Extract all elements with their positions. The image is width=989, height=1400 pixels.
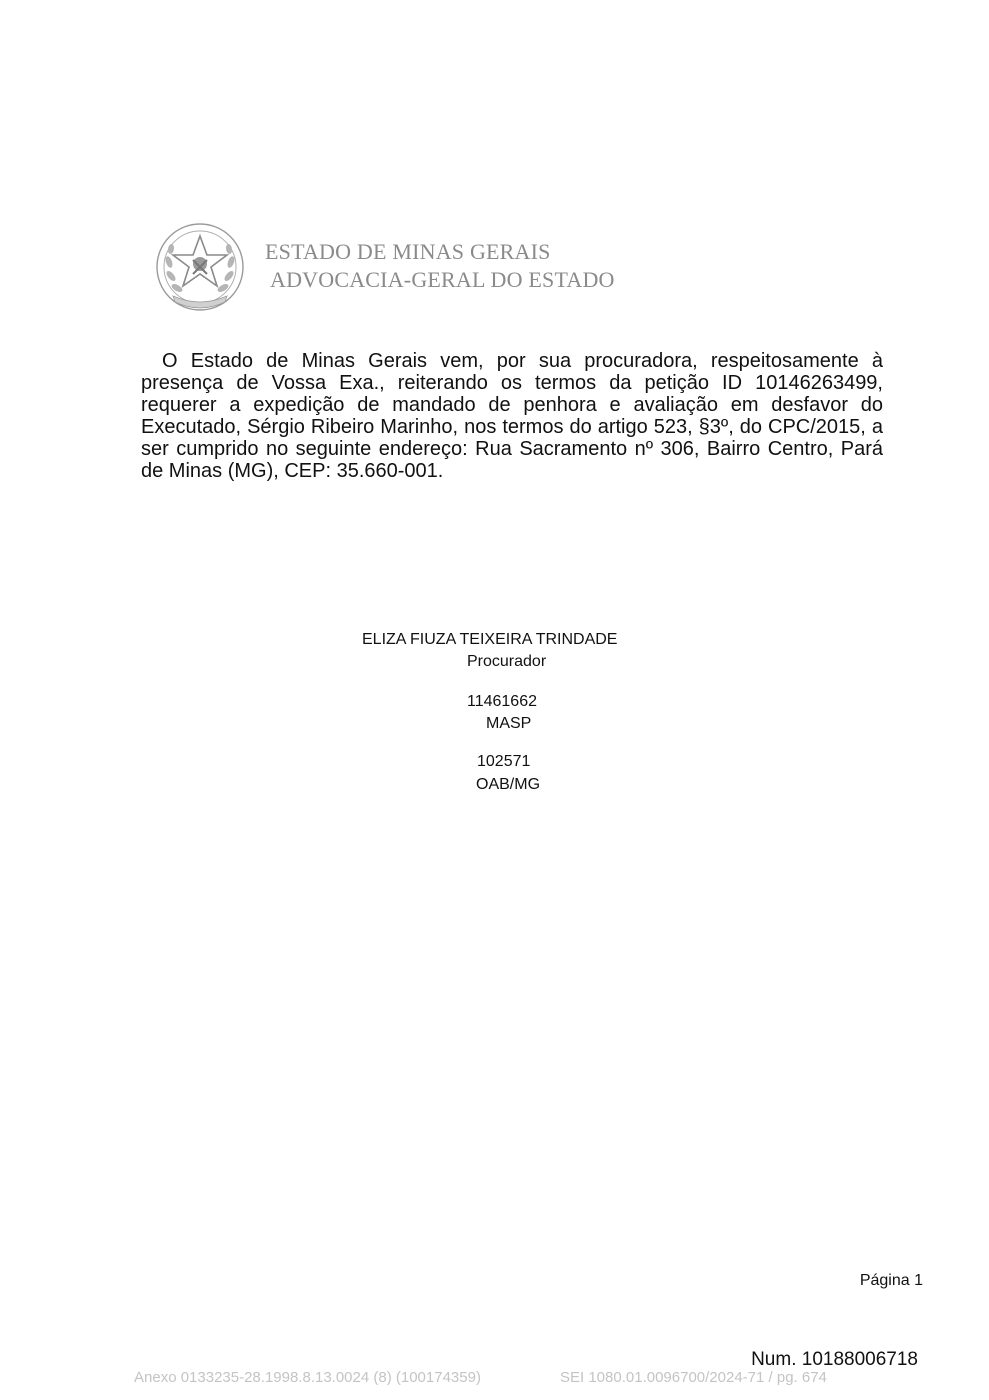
masp-number: 11461662 [467, 693, 537, 710]
page-number: Página 1 [859, 1272, 923, 1289]
oab-label: OAB/MG [476, 776, 541, 793]
document-number: Num. 10188006718 [751, 1349, 918, 1370]
oab-number: 102571 [477, 753, 531, 770]
masp-label: MASP [486, 715, 532, 732]
agency-name: ADVOCACIA-GERAL DO ESTADO [270, 267, 615, 292]
minas-gerais-coat-of-arms-icon [155, 222, 245, 312]
annex-reference: Anexo 0133235-28.1998.8.13.0024 (8) (100174359) [134, 1369, 481, 1386]
sei-reference: SEI 1080.01.0096700/2024-71 / pg. 674 [560, 1369, 827, 1386]
petition-paragraph: O Estado de Minas Gerais vem, por sua procuradora, respeitosamente à presença de Vossa Exa., reiterando os termos da petição ID 10146263499, requerer a expedição de mandado de penhora e avaliação em desfavor do Executado, Sérgio Ribeiro Marinho, nos termos do artigo 523, §3º, do CPC/2015, a ser cumprido no seguinte endereço: Rua Sacramento nº 306, Bairro Centro, Pará de Minas (MG), CEP: 35.660-001. [141, 350, 883, 482]
signer-name: ELIZA FIUZA TEIXEIRA TRINDADE [362, 631, 618, 648]
signer-role: Procurador [467, 653, 547, 670]
organization-header [265, 238, 615, 294]
state-name: ESTADO DE MINAS GERAIS [265, 239, 551, 264]
